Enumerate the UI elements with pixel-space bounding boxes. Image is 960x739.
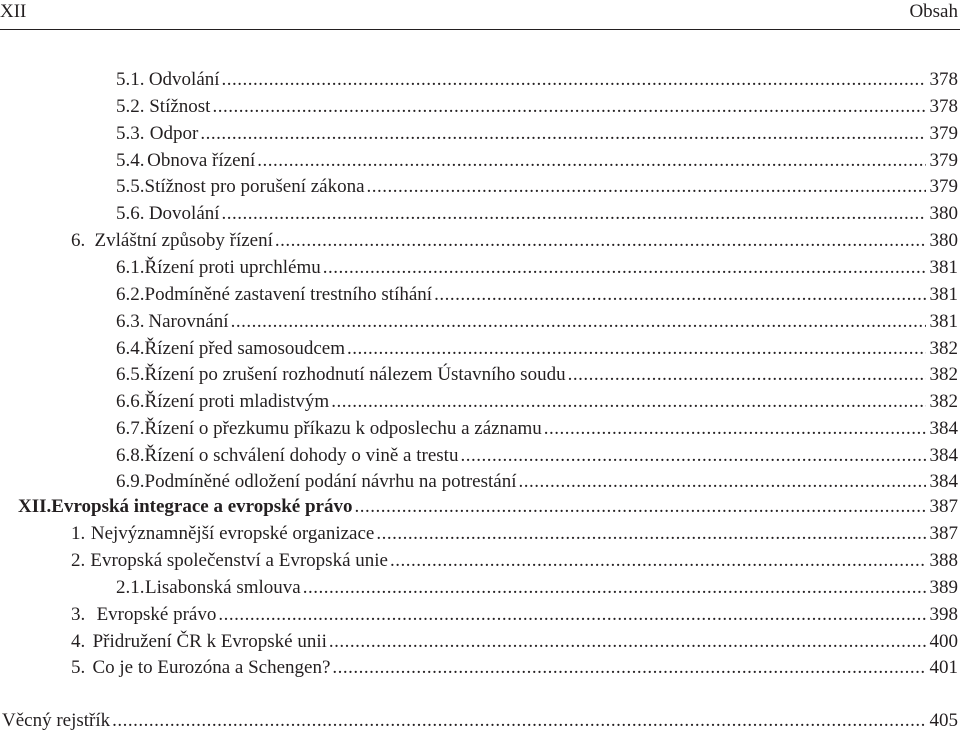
dot-leader bbox=[434, 282, 925, 308]
toc-number: 6. bbox=[71, 230, 86, 251]
toc-page: 379 bbox=[929, 123, 958, 144]
toc-title: Řízení proti mladistvým bbox=[144, 391, 330, 412]
toc-page: 389 bbox=[929, 577, 958, 598]
running-title: Obsah bbox=[909, 1, 958, 22]
toc-entry[interactable] bbox=[116, 148, 958, 174]
toc-number: 6.6. bbox=[116, 391, 145, 412]
dot-leader bbox=[329, 629, 926, 655]
running-header bbox=[0, 0, 960, 32]
toc-title: Narovnání bbox=[148, 311, 229, 332]
dot-leader bbox=[376, 521, 925, 547]
toc-page: 382 bbox=[929, 338, 958, 359]
toc-entry[interactable] bbox=[116, 362, 958, 388]
toc-page: 379 bbox=[929, 150, 958, 171]
toc-number: 6.1. bbox=[116, 257, 145, 278]
toc-title: Řízení o přezkumu příkazu k odposlechu a záznamu bbox=[144, 418, 542, 439]
toc-title: Stížnost pro porušení zákona bbox=[144, 176, 365, 197]
page-number-roman: XII bbox=[0, 1, 27, 22]
toc-entry[interactable] bbox=[116, 389, 958, 415]
dot-leader bbox=[460, 443, 925, 469]
toc-title: Odvolání bbox=[148, 69, 220, 90]
toc-entry[interactable] bbox=[116, 282, 958, 308]
toc-index-entry[interactable] bbox=[2, 708, 958, 734]
toc-number: 5.6. bbox=[116, 203, 145, 224]
toc-number: 6.4. bbox=[116, 338, 145, 359]
toc-chapter-title: Evropská integrace a evropské právo bbox=[51, 496, 353, 517]
toc-page: 378 bbox=[929, 96, 958, 117]
toc-number: 5. bbox=[71, 657, 86, 678]
toc-entry[interactable] bbox=[116, 67, 958, 93]
toc-entry[interactable] bbox=[71, 629, 958, 655]
toc-number: 5.5. bbox=[116, 176, 145, 197]
toc-page: 384 bbox=[929, 418, 958, 439]
toc-number: 6.8. bbox=[116, 445, 145, 466]
toc-page: 380 bbox=[929, 203, 958, 224]
toc-chapter-number: XII. bbox=[18, 496, 52, 517]
toc-number: 5.3. bbox=[116, 123, 145, 144]
dot-leader bbox=[568, 362, 926, 388]
toc-title: Zvláštní způsoby řízení bbox=[94, 230, 273, 251]
toc-title: Řízení proti uprchlému bbox=[144, 257, 321, 278]
toc-title: Dovolání bbox=[148, 203, 220, 224]
toc-title: Obnova řízení bbox=[147, 150, 256, 171]
toc-title: Odpor bbox=[149, 123, 199, 144]
dot-leader bbox=[354, 494, 925, 520]
toc-page: 381 bbox=[929, 257, 958, 278]
toc-entry[interactable] bbox=[116, 94, 958, 120]
toc-entry[interactable] bbox=[116, 443, 958, 469]
toc-page: 384 bbox=[929, 471, 958, 492]
dot-leader bbox=[275, 228, 926, 254]
dot-leader bbox=[212, 94, 925, 120]
toc-number: 6.3. bbox=[116, 311, 145, 332]
dot-leader bbox=[332, 655, 925, 681]
toc-page: 378 bbox=[929, 69, 958, 90]
toc-number: 6.5. bbox=[116, 364, 145, 385]
toc-title: Věcný rejstřík bbox=[2, 710, 111, 731]
dot-leader bbox=[303, 575, 926, 601]
toc-page: 387 bbox=[929, 523, 958, 544]
toc-entry[interactable] bbox=[116, 201, 958, 227]
toc-entry[interactable] bbox=[116, 309, 958, 335]
toc-number: 3. bbox=[71, 604, 86, 625]
toc-page: 405 bbox=[929, 710, 958, 731]
dot-leader bbox=[231, 309, 926, 335]
toc-number: 6.7. bbox=[116, 418, 145, 439]
toc-title: Podmíněné odložení podání návrhu na potrestání bbox=[144, 471, 517, 492]
dot-leader bbox=[347, 336, 925, 362]
toc-entry[interactable] bbox=[71, 602, 958, 628]
toc-entry[interactable] bbox=[71, 655, 958, 681]
toc-number: 4. bbox=[71, 631, 86, 652]
toc-page: 388 bbox=[929, 550, 958, 571]
toc-page: 382 bbox=[929, 364, 958, 385]
toc-entry[interactable] bbox=[71, 521, 958, 547]
toc-title: Stížnost bbox=[149, 96, 211, 117]
toc-entry[interactable] bbox=[116, 575, 958, 601]
dot-leader bbox=[390, 548, 926, 574]
toc-entry[interactable] bbox=[116, 174, 958, 200]
toc-page: 379 bbox=[929, 176, 958, 197]
toc-number: 1. bbox=[71, 523, 86, 544]
dot-leader bbox=[544, 416, 926, 442]
toc-title: Lisabonská smlouva bbox=[145, 577, 301, 598]
toc-number: 5.1. bbox=[116, 69, 145, 90]
toc-page: 387 bbox=[929, 496, 958, 517]
toc-chapter-entry[interactable] bbox=[18, 494, 958, 520]
dot-leader bbox=[218, 602, 925, 628]
toc-page: 381 bbox=[929, 284, 958, 305]
toc-title: Řízení po zrušení rozhodnutí nálezem Ústavního soudu bbox=[144, 364, 566, 385]
header-rule bbox=[0, 29, 960, 30]
dot-leader bbox=[323, 255, 926, 281]
toc-number: 6.2. bbox=[116, 284, 145, 305]
toc-entry[interactable] bbox=[71, 548, 958, 574]
toc-number: 2. bbox=[71, 550, 86, 571]
dot-leader bbox=[331, 389, 925, 415]
toc-title: Přidružení ČR k Evropské unii bbox=[92, 631, 327, 652]
toc-page: 382 bbox=[929, 391, 958, 412]
toc-page: 381 bbox=[929, 311, 958, 332]
toc-entry[interactable] bbox=[71, 228, 958, 254]
toc-title: Řízení o schválení dohody o vině a trestu bbox=[144, 445, 459, 466]
toc-title: Evropská společenství a Evropská unie bbox=[90, 550, 388, 571]
dot-leader bbox=[112, 708, 925, 734]
toc-page: 380 bbox=[929, 230, 958, 251]
toc-number: 5.4. bbox=[116, 150, 145, 171]
dot-leader bbox=[222, 201, 926, 227]
dot-leader bbox=[257, 148, 925, 174]
toc-title: Podmíněné zastavení trestního stíhání bbox=[144, 284, 433, 305]
toc-title: Evropské právo bbox=[96, 604, 217, 625]
toc-entry[interactable] bbox=[116, 121, 958, 147]
dot-leader bbox=[519, 469, 926, 495]
toc-entry[interactable] bbox=[116, 336, 958, 362]
toc-page: 400 bbox=[929, 631, 958, 652]
dot-leader bbox=[200, 121, 925, 147]
toc-title: Co je to Eurozóna a Schengen? bbox=[92, 657, 331, 678]
toc-title: Řízení před samosoudcem bbox=[144, 338, 346, 359]
toc-number: 2.1. bbox=[116, 577, 145, 598]
toc-number: 5.2. bbox=[116, 96, 145, 117]
toc-page: 384 bbox=[929, 445, 958, 466]
toc-title: Nejvýznamnější evropské organizace bbox=[90, 523, 375, 544]
dot-leader bbox=[367, 174, 926, 200]
toc-page: 401 bbox=[929, 657, 958, 678]
dot-leader bbox=[222, 67, 926, 93]
toc-entry[interactable] bbox=[116, 255, 958, 281]
toc-number: 6.9. bbox=[116, 471, 145, 492]
toc-entry[interactable] bbox=[116, 416, 958, 442]
toc-entry[interactable] bbox=[116, 469, 958, 495]
toc-page: 398 bbox=[929, 604, 958, 625]
